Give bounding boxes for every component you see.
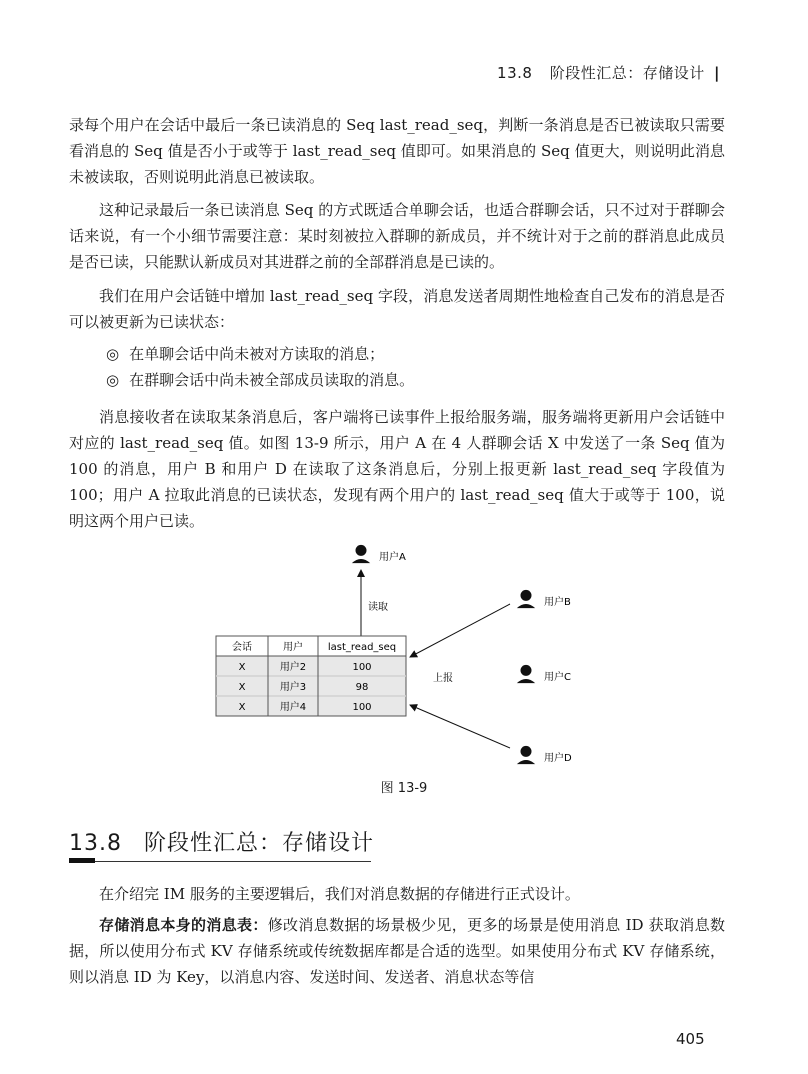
- user-a-node: [352, 545, 406, 563]
- table-cell: 100: [352, 662, 372, 673]
- user-icon: [517, 665, 535, 683]
- table-cell: X: [238, 702, 246, 713]
- running-header-section: 13.8: [497, 64, 533, 82]
- section-rule: [69, 861, 371, 862]
- table-header-cell: 用户: [283, 642, 303, 653]
- running-header: [400, 62, 720, 83]
- bullet-item: [106, 367, 726, 393]
- bullet-mark: ◎: [106, 345, 120, 363]
- bullet-text: 在单聊会话中尚未被对方读取的消息；: [129, 345, 385, 363]
- figure-caption: 图 13-9: [380, 781, 428, 796]
- user-c-node: [517, 665, 571, 683]
- section-number: 13.8: [69, 831, 122, 856]
- section-rule-accent: [69, 858, 95, 863]
- session-table: [216, 636, 406, 716]
- running-header-bar: |: [714, 64, 720, 82]
- read-label: 读取: [368, 602, 388, 613]
- paragraph-3: 我们在用户会话链中增加 last_read_seq 字段，消息发送者周期性地检查自己发布的消息是否可以被更新为已读状态：: [69, 287, 725, 331]
- report-arrow-d: [410, 705, 510, 748]
- bullet-text: 在群聊会话中尚未被全部成员读取的消息。: [129, 371, 415, 389]
- user-icon: [517, 590, 535, 608]
- table-cell: X: [238, 662, 246, 673]
- paragraph-2: 这种记录最后一条已读消息 Seq 的方式既适合单聊会话，也适合群聊会话，只不过对于群聊会话来说，有一个小细节需要注意：某时刻被拉入群聊的新成员，并不统计对于之前的群消息此成员是否已读，只能默认新成员对其进群之前的全部群消息是已读的。: [69, 201, 725, 271]
- paragraph-6-body: 修改消息数据的场景极少见，更多的场景是使用消息 ID 获取消息数据，所以使用分布式 KV 存储系统或传统数据库都是合适的选型。如果使用分布式 KV 存储系统，则以消息 ID 为 Key，以消息内容、发送时间、发送者、消息状态等信: [69, 916, 725, 986]
- table-cell: 98: [355, 682, 369, 693]
- user-a-label: 用户A: [379, 552, 406, 563]
- paragraph-6: [69, 912, 725, 990]
- read-status-diagram: [0, 530, 808, 800]
- user-b-node: [517, 590, 571, 608]
- page-number: 405: [676, 1030, 705, 1048]
- table-cell: 用户4: [279, 702, 307, 713]
- table-cell: 用户2: [279, 662, 307, 673]
- user-c-label: 用户C: [544, 672, 571, 683]
- section-title: 阶段性汇总：存储设计: [143, 831, 374, 856]
- bullet-item: [106, 341, 726, 367]
- user-d-label: 用户D: [544, 753, 572, 764]
- paragraph-5: 在介绍完 IM 服务的主要逻辑后，我们对消息数据的存储进行正式设计。: [99, 885, 580, 903]
- paragraph-4: 消息接收者在读取某条消息后，客户端将已读事件上报给服务端，服务端将更新用户会话链中对应的 last_read_seq 值。如图 13-9 所示，用户 A 在 4 人群聊会话 X 中发送了一条 Seq 值为 100 的消息，用户 B 和用户 D 在读取了这条消息后，分别上报更新 last_read_seq 字段值为 100；用户 A 拉取此消息的已读状态，发现有两个用户的 last_read_seq 值大于或等于 100，说明这两个用户已读。: [69, 408, 725, 530]
- report-label: 上报: [433, 673, 453, 684]
- running-header-title: 阶段性汇总：存储设计: [549, 64, 705, 82]
- table-header-cell: 会话: [232, 642, 252, 653]
- figure-13-9: [0, 530, 808, 800]
- paragraph-1: 录每个用户在会话中最后一条已读消息的 Seq last_read_seq，判断一条消息是否已被读取只需要看消息的 Seq 值是否小于或等于 last_read_seq 值即可。如果消息的 Seq 值更大，则说明此消息未被读取，否则说明此消息已被读取。: [69, 116, 725, 186]
- table-cell: X: [238, 682, 246, 693]
- table-cell: 100: [352, 702, 372, 713]
- user-icon: [352, 545, 370, 563]
- user-icon: [517, 746, 535, 764]
- user-d-node: [517, 746, 572, 764]
- user-b-label: 用户B: [544, 597, 571, 608]
- bullet-mark: ◎: [106, 371, 120, 389]
- table-cell: 用户3: [279, 682, 307, 693]
- report-arrow-b: [410, 604, 510, 657]
- table-header-cell: last_read_seq: [327, 642, 397, 653]
- paragraph-6-lead: 存储消息本身的消息表：: [99, 916, 268, 934]
- section-heading: [69, 826, 374, 857]
